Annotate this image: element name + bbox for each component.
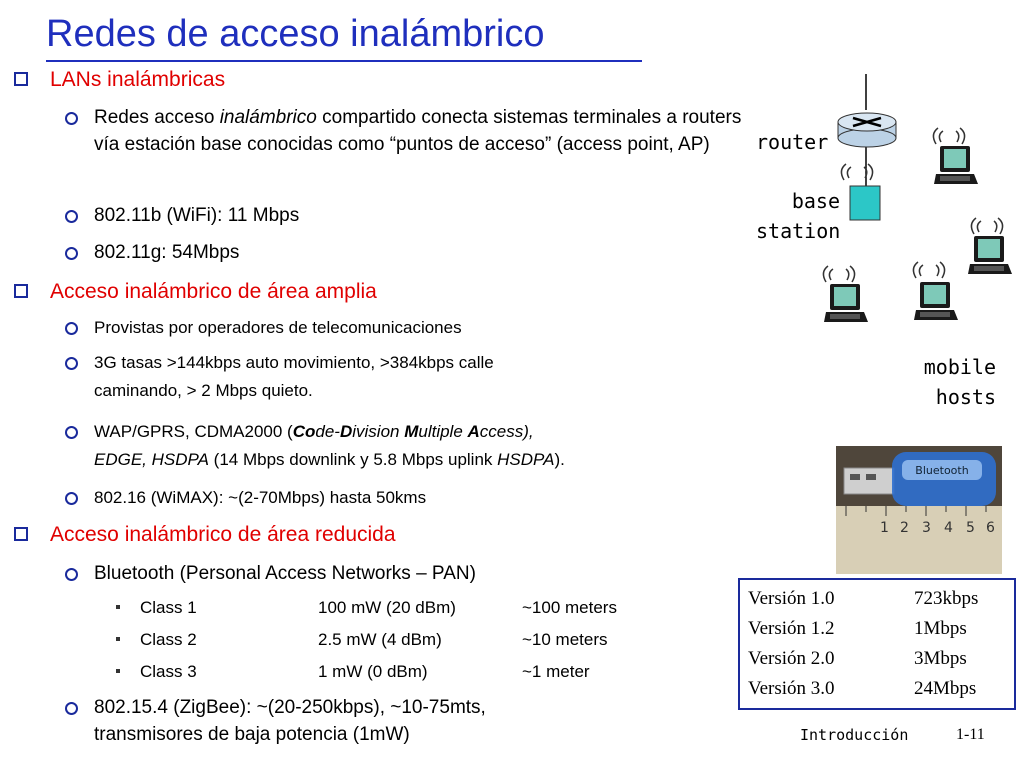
base-station-label: base station [756,189,841,243]
footer-section-label: Introducción [800,726,909,744]
list-item: 802.11g: 54Mbps [94,239,239,266]
circle-bullet-icon [65,112,78,125]
list-item: Redes acceso inalámbrico compartido conecta sistemas terminales a routers vía estación base conocidas como “puntos de acceso” (access point, AP) [94,104,744,158]
section-heading-wan: Acceso inalámbrico de área amplia [50,279,377,305]
small-bullet-icon [116,605,120,609]
bluetooth-dongle-photo [836,446,1002,574]
table-row: Versión 1.0 723kbps [748,588,979,609]
section-heading-wlan: LANs inalámbricas [50,67,225,93]
slide-number: 1-11 [956,726,985,743]
square-bullet-icon [14,72,28,86]
router-label: router [756,130,829,154]
list-item: Bluetooth (Personal Access Networks – PAN) [94,560,476,587]
square-bullet-icon [14,284,28,298]
mobile-hosts-label: mobile hosts [923,355,996,409]
circle-bullet-icon [65,247,78,260]
circle-bullet-icon [65,702,78,715]
circle-bullet-icon [65,357,78,370]
laptop-icon [914,282,958,320]
small-bullet-icon [116,669,120,673]
laptop-icon [968,236,1012,274]
base-station-icon [841,164,880,220]
circle-bullet-icon [65,210,78,223]
svg-text:1: 1 [880,520,889,536]
bluetooth-dongle-image [836,446,1002,574]
square-bullet-icon [14,527,28,541]
table-row: Versión 2.0 3Mbps [748,648,967,669]
table-row: Versión 3.0 24Mbps [748,678,977,699]
laptop-icon [824,284,868,322]
circle-bullet-icon [65,322,78,335]
svg-text:Bluetooth: Bluetooth [915,464,969,477]
svg-text:4: 4 [944,520,953,536]
laptop-icon [934,146,978,184]
small-bullet-icon [116,637,120,641]
circle-bullet-icon [65,426,78,439]
list-item: 802.11b (WiFi): 11 Mbps [94,202,299,229]
section-heading-pan: Acceso inalámbrico de área reducida [50,522,396,548]
bluetooth-version-table [738,578,1016,710]
svg-text:3: 3 [922,520,931,536]
router-icon [838,74,896,186]
circle-bullet-icon [65,492,78,505]
class-row: Class 1 100 mW (20 dBm) ~100 meters [140,597,197,619]
svg-text:2: 2 [900,520,909,536]
table-row: Versión 1.2 1Mbps [748,618,967,639]
circle-bullet-icon [65,568,78,581]
svg-text:6: 6 [986,520,995,536]
page-title: Redes de acceso inalámbrico [46,13,545,55]
svg-text:5: 5 [966,520,975,536]
class-row: Class 2 2.5 mW (4 dBm) ~10 meters [140,629,197,651]
list-item: 802.16 (WiMAX): ~(2-70Mbps) hasta 50kms [94,484,426,512]
list-item: WAP/GPRS, CDMA2000 (Code-Division Multiple Access), EDGE, HSDPA (14 Mbps downlink y 5.8 Mbps uplink HSDPA). [94,418,565,474]
class-row: Class 3 1 mW (0 dBm) ~1 meter [140,661,197,683]
list-item: Provistas por operadores de telecomunicaciones [94,314,462,342]
list-item: 802.15.4 (ZigBee): ~(20-250kbps), ~10-75mts, transmisores de baja potencia (1mW) [94,694,486,748]
list-item: 3G tasas >144kbps auto movimiento, >384kbps calle caminando, > 2 Mbps quieto. [94,349,494,405]
title-underline [46,60,642,62]
